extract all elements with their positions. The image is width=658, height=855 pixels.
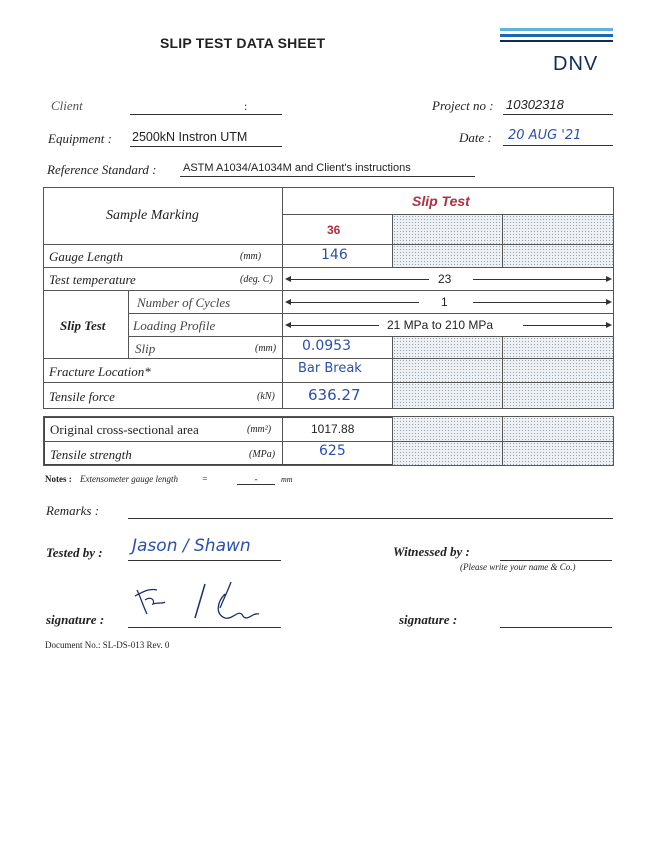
gauge-length-label: Gauge Length (49, 249, 124, 264)
cross-section-cell[interactable] (282, 416, 393, 442)
blank-sample-cell (502, 214, 614, 245)
slip-label: Slip (135, 341, 156, 356)
fracture-label: Fracture Location* (49, 364, 151, 379)
tensile-strength-unit: (MPa) (249, 449, 276, 460)
date-field[interactable] (503, 128, 613, 146)
temperature-cell[interactable] (282, 267, 614, 291)
blank-cell (502, 244, 614, 268)
notes-text: Extensometer gauge length (80, 474, 178, 484)
tested-by-label: Tested by : (46, 545, 103, 560)
loading-profile-label-cell (128, 313, 283, 337)
gauge-length-unit: (mm) (240, 251, 262, 262)
notes-eq: = (202, 474, 208, 484)
signature-field-right[interactable] (500, 626, 612, 628)
cycles-label-cell (128, 290, 283, 314)
signature-label-left: signature : (46, 612, 105, 627)
slip-test-table (43, 187, 614, 409)
sample-marking-cell (43, 187, 283, 245)
notes-label: Notes : (45, 474, 72, 484)
witnessed-by-field[interactable] (500, 559, 612, 561)
notes-unit: mm (281, 475, 293, 484)
gauge-length-value: 146 (321, 247, 348, 263)
temperature-value: 23 (438, 272, 452, 286)
cross-section-label: Original cross-sectional area (50, 422, 199, 437)
reference-field[interactable] (180, 161, 475, 177)
tensile-strength-label: Tensile strength (50, 447, 132, 462)
blank-cell (502, 441, 614, 466)
signature-label-right: signature : (399, 612, 458, 627)
cycles-value: 1 (441, 295, 448, 309)
sample-marking-label: Sample Marking (106, 208, 199, 223)
slip-test-group-label: Slip Test (60, 318, 106, 333)
tensile-force-label: Tensile force (49, 389, 115, 404)
cross-section-value: 1017.88 (311, 422, 355, 436)
project-label: Project no : (432, 98, 494, 113)
loading-profile-label: Loading Profile (133, 318, 216, 333)
dnv-logo: DNV (553, 53, 599, 75)
project-field[interactable] (503, 97, 613, 115)
cycles-label: Number of Cycles (137, 295, 231, 310)
equipment-field[interactable] (130, 129, 282, 147)
client-value: : (244, 99, 248, 113)
blank-cell (392, 382, 503, 409)
tensile-strength-row (43, 441, 283, 466)
slip-value: 0.0953 (302, 338, 351, 354)
notes-line (45, 474, 207, 484)
sample-id-cell[interactable] (282, 214, 393, 245)
project-value: 10302318 (506, 97, 564, 112)
reference-value: ASTM A1034/A1034M and Client's instructions (183, 162, 411, 174)
blank-cell (392, 416, 503, 442)
notes-value: - (254, 474, 258, 484)
fracture-row (43, 358, 283, 383)
cycles-cell[interactable] (282, 290, 614, 314)
gauge-length-row (43, 244, 283, 268)
remarks-label: Remarks : (46, 503, 100, 518)
blank-cell (392, 441, 503, 466)
tensile-strength-cell[interactable] (282, 441, 393, 466)
temperature-unit: (deg. C) (240, 274, 273, 285)
sample-id: 36 (327, 223, 341, 237)
tensile-force-value: 636.27 (308, 386, 361, 404)
fracture-cell[interactable] (282, 358, 393, 383)
blank-cell (502, 336, 614, 359)
cross-section-unit: (mm²) (247, 424, 272, 435)
slip-test-header-cell (282, 187, 614, 215)
notes-value-field[interactable] (237, 474, 275, 485)
tested-by-field[interactable] (128, 536, 281, 561)
reference-label: Reference Standard : (47, 162, 157, 177)
tested-by-value: Jason / Shawn (132, 536, 251, 556)
gauge-length-cell[interactable] (282, 244, 393, 268)
tensile-strength-value: 625 (319, 443, 346, 459)
temperature-label: Test temperature (49, 272, 136, 287)
blank-cell (502, 358, 614, 383)
signature-drawing[interactable] (125, 578, 285, 626)
blank-cell (502, 382, 614, 409)
date-value: 20 AUG '21 (508, 128, 582, 143)
client-field[interactable] (130, 99, 282, 115)
blank-sample-cell (392, 214, 503, 245)
strength-table (43, 416, 614, 466)
cross-section-row (43, 416, 283, 442)
equipment-label: Equipment : (48, 131, 112, 146)
equipment-value: 2500kN Instron UTM (132, 130, 248, 144)
blank-cell (392, 358, 503, 383)
slip-test-header: Slip Test (412, 193, 470, 209)
page-title: SLIP TEST DATA SHEET (160, 35, 326, 51)
slip-label-cell (128, 336, 283, 359)
tensile-force-row (43, 382, 283, 409)
slip-cell[interactable] (282, 336, 393, 359)
remarks-field[interactable] (128, 517, 613, 519)
tensile-force-unit: (kN) (257, 391, 275, 402)
temperature-row (43, 267, 283, 291)
blank-cell (392, 244, 503, 268)
fracture-value: Bar Break (298, 361, 362, 376)
loading-profile-cell[interactable] (282, 313, 614, 337)
logo-stripes (500, 28, 613, 45)
witnessed-by-hint: (Please write your name & Co.) (460, 562, 576, 572)
witnessed-by-label: Witnessed by : (393, 544, 470, 559)
blank-cell (392, 336, 503, 359)
signature-field-left[interactable] (128, 626, 281, 628)
date-label: Date : (459, 130, 492, 145)
document-number: Document No.: SL-DS-013 Rev. 0 (45, 640, 170, 650)
slip-unit: (mm) (255, 343, 277, 354)
slip-test-group (43, 290, 129, 359)
client-label: Client (51, 98, 83, 113)
tensile-force-cell[interactable] (282, 382, 393, 409)
blank-cell (502, 416, 614, 442)
loading-profile-value: 21 MPa to 210 MPa (387, 318, 494, 332)
